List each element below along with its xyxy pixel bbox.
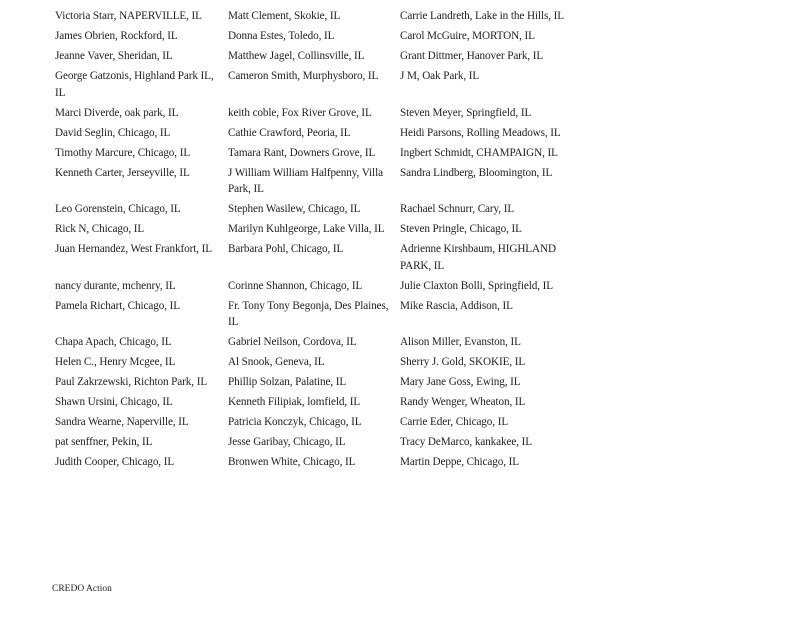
signer-cell: Tamara Rant, Downers Grove, IL	[228, 146, 376, 159]
signer-cell: Stephen Wasilew, Chicago, IL	[228, 203, 361, 215]
signer-cell: Matthew Jagel, Collinsville, IL	[228, 50, 365, 62]
signer-cell: Pamela Richart, Chicago, IL	[55, 299, 180, 312]
signer-cell: James Obrien, Rockford, IL	[55, 30, 178, 42]
table-row	[55, 334, 575, 354]
signer-cell: Sandra Wearne, Naperville, IL	[55, 416, 189, 428]
table-row	[55, 221, 575, 241]
signer-table-body	[55, 8, 575, 474]
signer-cell: Grant Dittmer, Hanover Park, IL	[400, 50, 544, 62]
signer-cell: J William William Halfpenny, Villa Park, IL	[228, 166, 383, 195]
signer-cell: George Gatzonis, Highland Park IL, IL	[55, 70, 214, 99]
signer-cell: Donna Estes, Toledo, IL	[228, 30, 335, 42]
table-row	[55, 298, 575, 335]
signer-cell: David Seglin, Chicago, IL	[55, 126, 171, 139]
table-row	[55, 454, 575, 474]
table-row	[55, 48, 575, 68]
signer-cell: Carrie Eder, Chicago, IL	[400, 416, 509, 428]
table-row	[55, 125, 575, 145]
signer-cell: Tracy DeMarco, kankakee, IL	[400, 436, 533, 448]
signer-cell: Marci Diverde, oak park, IL	[55, 106, 179, 119]
signer-cell: Mary Jane Goss, Ewing, IL	[400, 376, 521, 388]
signer-cell: Steven Meyer, Springfield, IL	[400, 106, 532, 119]
signer-cell: J M, Oak Park, IL	[400, 70, 480, 82]
signer-cell: Paul Zakrzewski, Richton Park, IL	[55, 376, 208, 388]
table-row	[55, 414, 575, 434]
signer-cell: Carrie Landreth, Lake in the Hills, IL	[400, 10, 564, 22]
signer-cell: Sandra Lindberg, Bloomington, IL	[400, 166, 553, 179]
signer-cell: Phillip Solzan, Palatine, IL	[228, 376, 347, 388]
signer-cell: Jesse Garibay, Chicago, IL	[228, 436, 346, 448]
signer-cell: pat senffner, Pekin, IL	[55, 436, 153, 448]
signer-cell: Barbara Pohl, Chicago, IL	[228, 243, 344, 255]
table-row	[55, 8, 575, 28]
table-row	[55, 201, 575, 221]
signer-cell: Shawn Ursini, Chicago, IL	[55, 396, 173, 408]
signer-cell: Rick N, Chicago, IL	[55, 223, 145, 235]
signer-table	[55, 8, 575, 474]
table-row	[55, 278, 575, 298]
signer-cell: Matt Clement, Skokie, IL	[228, 10, 341, 22]
signer-cell: Timothy Marcure, Chicago, IL	[55, 146, 191, 159]
footer-credo-action: CREDO Action	[52, 584, 112, 594]
signer-cell: Ingbert Schmidt, CHAMPAIGN, IL	[400, 146, 558, 159]
signer-cell: Sherry J. Gold, SKOKIE, IL	[400, 356, 526, 368]
signer-cell: keith coble, Fox River Grove, IL	[228, 106, 372, 119]
table-row	[55, 374, 575, 394]
table-row	[55, 394, 575, 414]
signer-cell: Juan Hernandez, West Frankfort, IL	[55, 243, 213, 255]
signer-cell: Gabriel Neilson, Cordova, IL	[228, 336, 357, 348]
signer-cell: Adrienne Kirshbaum, HIGHLAND PARK, IL	[400, 243, 556, 272]
signer-cell: Rachael Schnurr, Cary, IL	[400, 203, 515, 215]
signer-cell: Steven Pringle, Chicago, IL	[400, 223, 522, 235]
signer-cell: Fr. Tony Tony Begonja, Des Plaines, IL	[228, 299, 389, 328]
signer-cell: Martin Deppe, Chicago, IL	[400, 456, 519, 468]
table-row	[55, 145, 575, 165]
signer-cell: Helen C., Henry Mcgee, IL	[55, 356, 176, 368]
signer-cell: Marilyn Kuhlgeorge, Lake Villa, IL	[228, 223, 385, 235]
signer-cell: Patricia Konczyk, Chicago, IL	[228, 416, 362, 428]
table-row	[55, 241, 575, 278]
signer-cell: Chapa Apach, Chicago, IL	[55, 336, 172, 348]
signer-cell: Heidi Parsons, Rolling Meadows, IL	[400, 126, 561, 139]
signer-cell: Cathie Crawford, Peoria, IL	[228, 126, 351, 139]
signer-cell: Judith Cooper, Chicago, IL	[55, 456, 175, 468]
signer-cell: Victoria Starr, NAPERVILLE, IL	[55, 10, 202, 22]
signer-cell: Cameron Smith, Murphysboro, IL	[228, 70, 379, 82]
signer-cell: Kenneth Carter, Jerseyville, IL	[55, 166, 190, 179]
table-row	[55, 434, 575, 454]
table-row	[55, 28, 575, 48]
signer-cell: Al Snook, Geneva, IL	[228, 356, 325, 368]
table-row	[55, 68, 575, 105]
signer-cell: Mike Rascia, Addison, IL	[400, 299, 513, 312]
table-row	[55, 105, 575, 125]
signer-cell: Alison Miller, Evanston, IL	[400, 336, 521, 348]
signer-cell: Jeanne Vaver, Sheridan, IL	[55, 50, 173, 62]
signer-cell: Kenneth Filipiak, lomfield, IL	[228, 396, 361, 408]
signer-cell: Randy Wenger, Wheaton, IL	[400, 396, 526, 408]
signer-cell: nancy durante, mchenry, IL	[55, 279, 176, 292]
table-row	[55, 354, 575, 374]
table-row	[55, 165, 575, 202]
signer-cell: Corinne Shannon, Chicago, IL	[228, 279, 363, 292]
signer-cell: Leo Gorenstein, Chicago, IL	[55, 203, 181, 215]
signer-cell: Julie Claxton Bolli, Springfield, IL	[400, 279, 554, 292]
signer-cell: Bronwen White, Chicago, IL	[228, 456, 356, 468]
signer-cell: Carol McGuire, MORTON, IL	[400, 30, 535, 42]
